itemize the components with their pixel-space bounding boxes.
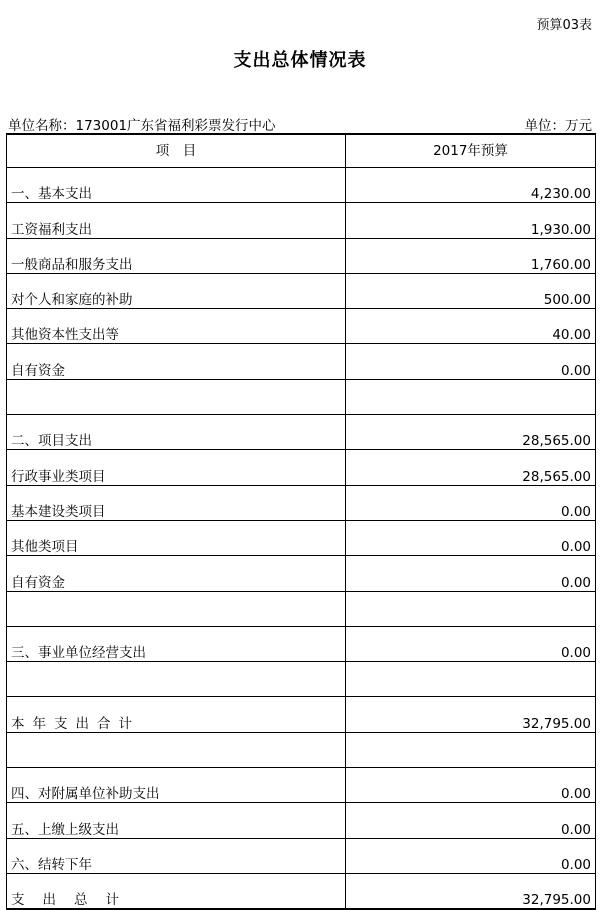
table-row xyxy=(7,203,596,238)
table-row xyxy=(7,520,596,555)
row-value xyxy=(346,379,596,414)
row-label: 支出总计 xyxy=(7,873,346,909)
expenditure-table xyxy=(6,133,596,910)
row-label: 工资福利支出 xyxy=(7,203,346,238)
form-number: 预算03表 xyxy=(536,18,592,33)
row-label xyxy=(7,662,346,697)
table-row xyxy=(7,768,596,803)
row-label: 对个人和家庭的补助 xyxy=(7,273,346,308)
row-label: 四、对附属单位补助支出 xyxy=(7,768,346,803)
row-label: 本年支出合计 xyxy=(7,697,346,732)
row-label: 自有资金 xyxy=(7,344,346,379)
table-row xyxy=(7,556,596,591)
row-value: 40.00 xyxy=(346,309,596,344)
table-row-empty xyxy=(7,662,596,697)
row-value: 0.00 xyxy=(346,803,596,838)
row-value: 32,795.00 xyxy=(346,697,596,732)
row-value: 0.00 xyxy=(346,838,596,873)
row-label: 三、事业单位经营支出 xyxy=(7,626,346,661)
table-row xyxy=(7,238,596,273)
table-row xyxy=(7,450,596,485)
row-value: 0.00 xyxy=(346,344,596,379)
row-label: 六、结转下年 xyxy=(7,838,346,873)
table-header-row xyxy=(7,134,596,168)
row-label: 其他类项目 xyxy=(7,520,346,555)
row-value: 0.00 xyxy=(346,485,596,520)
row-label: 行政事业类项目 xyxy=(7,450,346,485)
row-value: 28,565.00 xyxy=(346,450,596,485)
table-row xyxy=(7,838,596,873)
row-value: 1,760.00 xyxy=(346,238,596,273)
row-value xyxy=(346,662,596,697)
unit-name: 单位名称：173001广东省福利彩票发行中心 xyxy=(8,118,276,134)
row-label xyxy=(7,591,346,626)
row-label: 五、上缴上级支出 xyxy=(7,803,346,838)
column-header-budget: 2017年预算 xyxy=(346,134,596,168)
table-row xyxy=(7,626,596,661)
row-value: 28,565.00 xyxy=(346,415,596,450)
table-row xyxy=(7,415,596,450)
row-label xyxy=(7,732,346,767)
column-header-item: 项 目 xyxy=(7,134,346,168)
table-row-empty xyxy=(7,591,596,626)
row-label xyxy=(7,379,346,414)
table-row-total xyxy=(7,873,596,909)
row-label: 一、基本支出 xyxy=(7,168,346,203)
row-value xyxy=(346,591,596,626)
table-row xyxy=(7,485,596,520)
page-title: 支出总体情况表 xyxy=(233,50,367,71)
table-row-subtotal xyxy=(7,697,596,732)
row-value: 0.00 xyxy=(346,520,596,555)
table-row xyxy=(7,273,596,308)
row-label: 一般商品和服务支出 xyxy=(7,238,346,273)
row-value: 1,930.00 xyxy=(346,203,596,238)
table-row xyxy=(7,309,596,344)
table-row xyxy=(7,803,596,838)
row-label: 其他资本性支出等 xyxy=(7,309,346,344)
table-row-empty xyxy=(7,379,596,414)
currency-unit: 单位：万元 xyxy=(524,118,592,134)
row-value: 0.00 xyxy=(346,556,596,591)
row-value: 0.00 xyxy=(346,768,596,803)
table-row xyxy=(7,168,596,203)
row-value: 500.00 xyxy=(346,273,596,308)
row-label: 基本建设类项目 xyxy=(7,485,346,520)
row-label: 二、项目支出 xyxy=(7,415,346,450)
row-label: 自有资金 xyxy=(7,556,346,591)
row-value: 0.00 xyxy=(346,626,596,661)
row-value: 4,230.00 xyxy=(346,168,596,203)
table-row-empty xyxy=(7,732,596,767)
row-value: 32,795.00 xyxy=(346,873,596,909)
table-row xyxy=(7,344,596,379)
row-value xyxy=(346,732,596,767)
